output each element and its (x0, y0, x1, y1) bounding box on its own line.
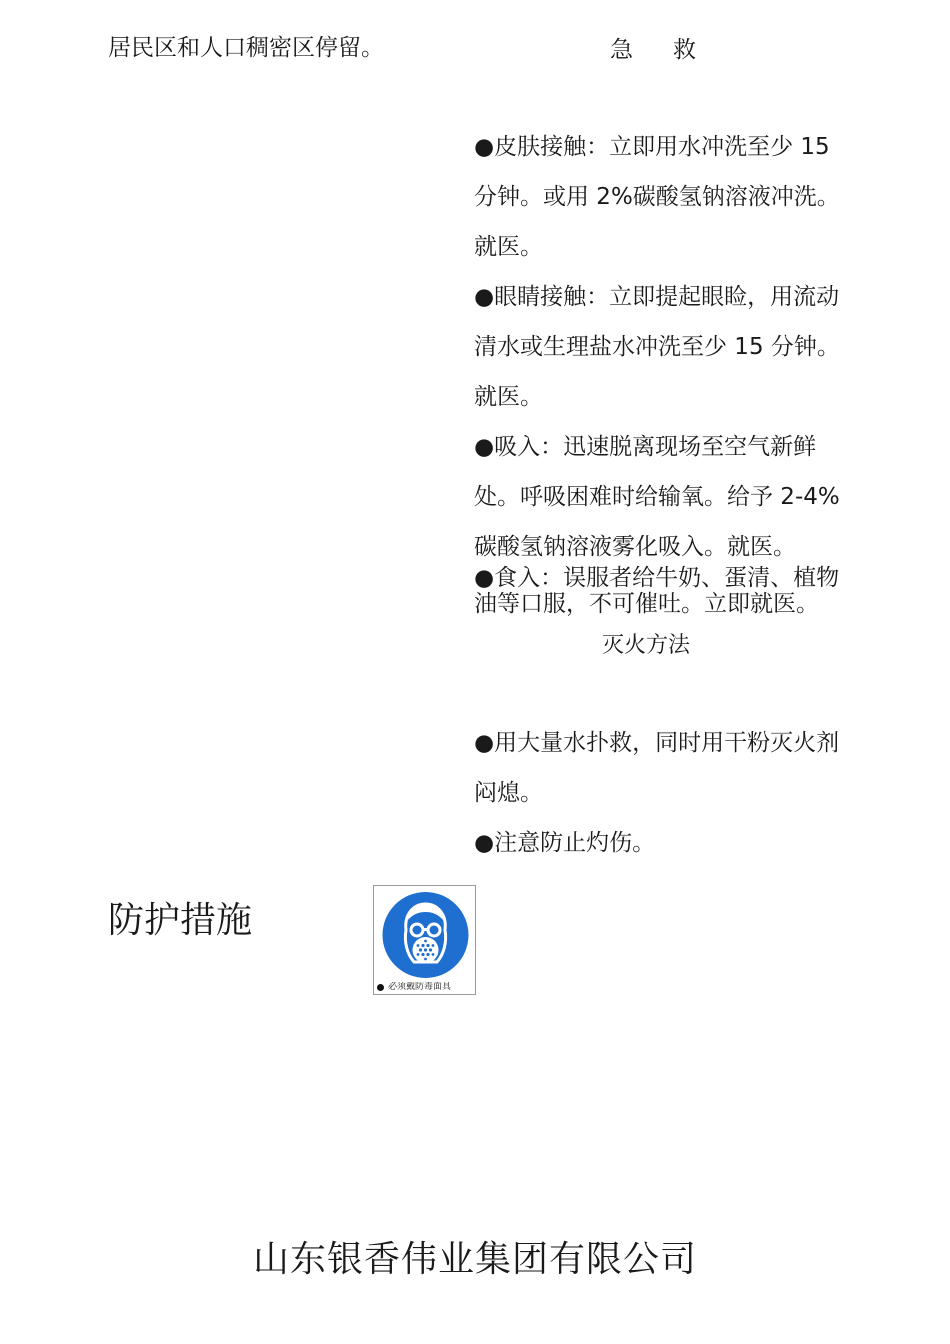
eye-line-3: 就医。 (474, 384, 543, 410)
first-aid-title (610, 34, 696, 66)
eye-contact-paragraph (474, 272, 874, 422)
skin-line-2: 分钟。或用 2%碳酸氢钠溶液冲洗。 (474, 184, 840, 210)
first-aid-title-left: 急 (610, 37, 633, 63)
fire1-line-2: 闷熄。 (474, 780, 543, 806)
fire1-line-1: ●用大量水扑救，同时用干粉灭火剂 (474, 730, 840, 756)
eye-line-1: ●眼睛接触：立即提起眼睑，用流动 (474, 284, 840, 310)
skin-line-3: 就医。 (474, 234, 543, 260)
top-left-text: 居民区和人口稠密区停留。 (108, 35, 384, 61)
inhale-line-2: 处。呼吸困难时给输氧。给予 2-4% (474, 484, 840, 510)
protection-title: 防护措施 (108, 900, 253, 941)
ingest-line-2: 油等口服，不可催吐。立即就医。 (474, 591, 819, 617)
gas-mask-icon (380, 890, 471, 980)
company-name: 山东银香伟业集团有限公司 (252, 1239, 697, 1280)
fire2-line-1: ●注意防止灼伤。 (474, 830, 656, 856)
gas-mask-sign (373, 885, 476, 995)
fire-method-paragraph-1 (474, 718, 874, 818)
fire-method-paragraph-2 (474, 818, 874, 868)
skin-line-1: ●皮肤接触：立即用水冲洗至少 15 (474, 134, 830, 160)
skin-contact-paragraph (474, 122, 874, 272)
first-aid-title-right: 救 (673, 37, 696, 63)
inhalation-paragraph (474, 422, 874, 572)
eye-line-2: 清水或生理盐水冲洗至少 15 分钟。 (474, 334, 840, 360)
ingest-line-1: ●食入：误服者给牛奶、蛋清、植物 (474, 565, 840, 591)
inhale-line-3: 碳酸氢钠溶液雾化吸入。就医。 (474, 534, 796, 560)
sign-caption: 必须戴防毒面具 (388, 982, 452, 992)
inhale-line-1: ●吸入：迅速脱离现场至空气新鲜 (474, 434, 817, 460)
ingestion-paragraph (474, 565, 874, 617)
fire-fighting-title: 灭火方法 (602, 633, 691, 658)
